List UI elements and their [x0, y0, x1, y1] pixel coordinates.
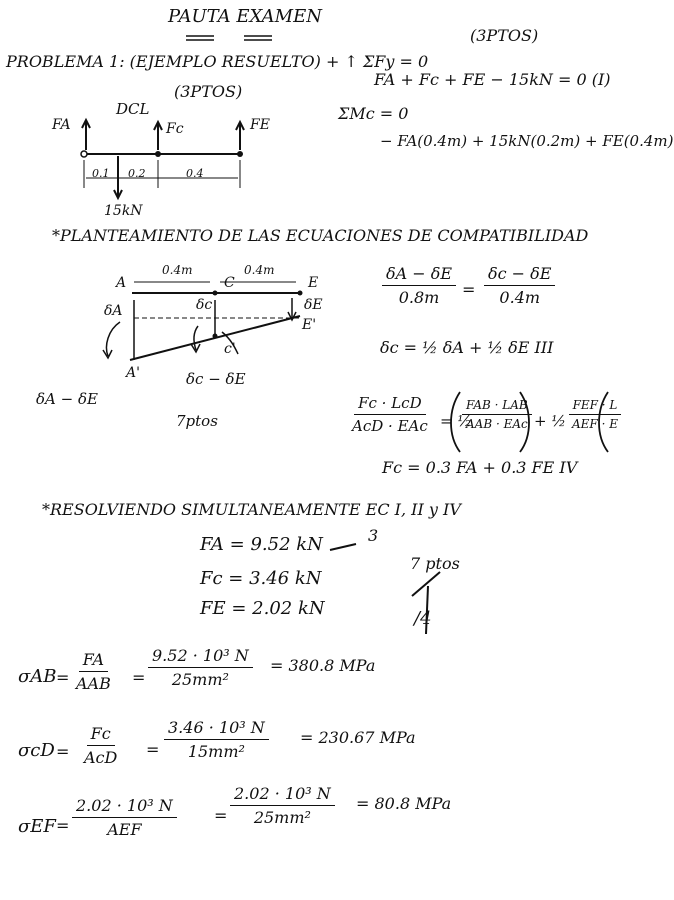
- stress-cd-values-den: 15mm²: [187, 742, 245, 761]
- equals-sign: =: [462, 280, 476, 299]
- dcl-label-fa: FA: [52, 117, 71, 133]
- ratio-left-numerator: δA − δE: [382, 264, 456, 286]
- stress-half-1: = ½: [440, 412, 472, 430]
- stress-ratio-cd: [348, 394, 432, 435]
- solution-points: 7 ptos: [410, 554, 460, 573]
- equals-sign: =: [56, 816, 70, 835]
- equals-sign: =: [146, 740, 160, 759]
- points-badge-top: (3PTOS): [470, 26, 539, 45]
- dcl-label-fe: FE: [250, 117, 270, 133]
- stress-ef-symbol: σEF: [18, 816, 56, 837]
- equilibrium-equation: FA + Fc + FE − 15kN = 0 (I): [374, 70, 611, 89]
- length-ac: 0.4m: [162, 263, 193, 277]
- equals-sign: =: [56, 742, 70, 761]
- delta-e-label: δE: [304, 297, 323, 313]
- stress-ratio-cd-denominator: AcD · EAc: [352, 417, 428, 435]
- stress-ab-formula-den: AAB: [76, 674, 111, 693]
- stress-ab-formula-num: FA: [79, 650, 108, 672]
- stress-ab-values-num: 9.52 · 10³ N: [148, 646, 253, 668]
- length-ce: 0.4m: [244, 263, 275, 277]
- stress-half-2: + ½: [534, 412, 566, 430]
- stress-ab-result: = 380.8 MPa: [270, 656, 376, 675]
- stress-ef-values-den: 25mm²: [253, 808, 311, 827]
- dcl-dim-2: 0.2: [128, 167, 146, 180]
- ratio-right-numerator: δc − δE: [484, 264, 555, 286]
- ratio-right: [484, 264, 555, 307]
- delta-a-minus-e: δA − δE: [36, 390, 98, 408]
- mark-3: 3: [368, 526, 379, 545]
- stress-ratio-ab-numerator: FAB · LAB: [462, 398, 532, 415]
- stress-ratio-ab: [462, 398, 532, 431]
- stress-ef-formula: [72, 796, 177, 839]
- stress-ef-formula-den: AEF: [107, 820, 142, 839]
- delta-a-label: δA: [104, 303, 123, 319]
- stress-cd-values-num: 3.46 · 10³ N: [164, 718, 269, 740]
- stress-ab-values: [148, 646, 253, 689]
- ratio-left-denominator: 0.8m: [398, 288, 440, 307]
- label-c-prime: c': [224, 341, 236, 357]
- stress-ratio-ef-denominator: AEF · E: [572, 417, 618, 431]
- moment-equation: − FA(0.4m) + 15kN(0.2m) + FE(0.4m): [380, 132, 674, 150]
- exam-title: PAUTA EXAMEN: [168, 6, 323, 27]
- ratio-left: [382, 264, 456, 307]
- dcl-dim-1: 0.1: [92, 167, 110, 180]
- stress-cd-formula: [80, 724, 121, 767]
- result-fc: Fc = 3.46 kN: [200, 568, 322, 589]
- stress-cd-values: [164, 718, 269, 761]
- solution-heading: *RESOLVIENDO SIMULTANEAMENTE EC I, II y IV: [42, 500, 461, 519]
- stress-ratio-cd-numerator: Fc · LcD: [354, 394, 426, 415]
- equals-sign: =: [56, 668, 70, 687]
- equals-sign: =: [214, 806, 228, 825]
- section-score: 7ptos: [176, 412, 218, 430]
- delta-c-label: δc: [196, 297, 213, 313]
- deformation-diagram: [103, 282, 303, 360]
- label-e: E: [308, 275, 319, 291]
- stress-ab-symbol: σAB: [18, 666, 57, 687]
- stress-ratio-ab-denominator: AAB · EAc: [466, 417, 528, 431]
- dcl-load: 15kN: [104, 203, 143, 219]
- label-e-prime: E': [302, 317, 317, 333]
- dcl-title: DCL: [116, 100, 150, 118]
- dcl-dim-3: 0.4: [186, 167, 204, 180]
- result-fa: FA = 9.52 kN: [200, 534, 323, 555]
- stress-cd-symbol: σcD: [18, 740, 55, 761]
- moment-label: ΣMc = 0: [338, 104, 409, 123]
- stress-ratio-ef-numerator: FEF · L: [569, 398, 622, 415]
- label-a: A: [116, 275, 127, 291]
- problem-points: (3PTOS): [174, 82, 243, 101]
- stress-ef-values-num: 2.02 · 10³ N: [230, 784, 335, 806]
- result-fe: FE = 2.02 kN: [200, 598, 325, 619]
- ratio-right-denominator: 0.4m: [499, 288, 541, 307]
- dcl-label-fc: Fc: [166, 121, 184, 137]
- stress-ab-formula: [72, 650, 115, 693]
- stress-cd-formula-num: Fc: [87, 724, 115, 746]
- problem-heading: PROBLEMA 1: (EJEMPLO RESUELTO) + ↑ ΣFy = 0: [6, 52, 429, 71]
- label-a-prime: A': [126, 365, 140, 381]
- equation-iv: Fc = 0.3 FA + 0.3 FE IV: [382, 458, 578, 477]
- stress-ef-values: [230, 784, 335, 827]
- compatibility-heading: *PLANTEAMIENTO DE LAS ECUACIONES DE COMPATIBILIDAD: [52, 226, 589, 245]
- stress-ab-values-den: 25mm²: [171, 670, 229, 689]
- grade-mark: /4: [414, 608, 432, 629]
- free-body-diagram: [81, 120, 244, 198]
- stress-cd-result: = 230.67 MPa: [300, 728, 416, 747]
- stress-cd-formula-den: AcD: [84, 748, 118, 767]
- equation-iii: δc = ½ δA + ½ δE III: [380, 338, 554, 357]
- label-c: C: [224, 275, 235, 291]
- stress-ef-result: = 80.8 MPa: [356, 794, 452, 813]
- delta-c-minus-e: δc − δE: [186, 370, 246, 388]
- stress-ratio-ef: [568, 398, 622, 431]
- equals-sign: =: [132, 668, 146, 687]
- stress-ef-formula-num: 2.02 · 10³ N: [72, 796, 177, 818]
